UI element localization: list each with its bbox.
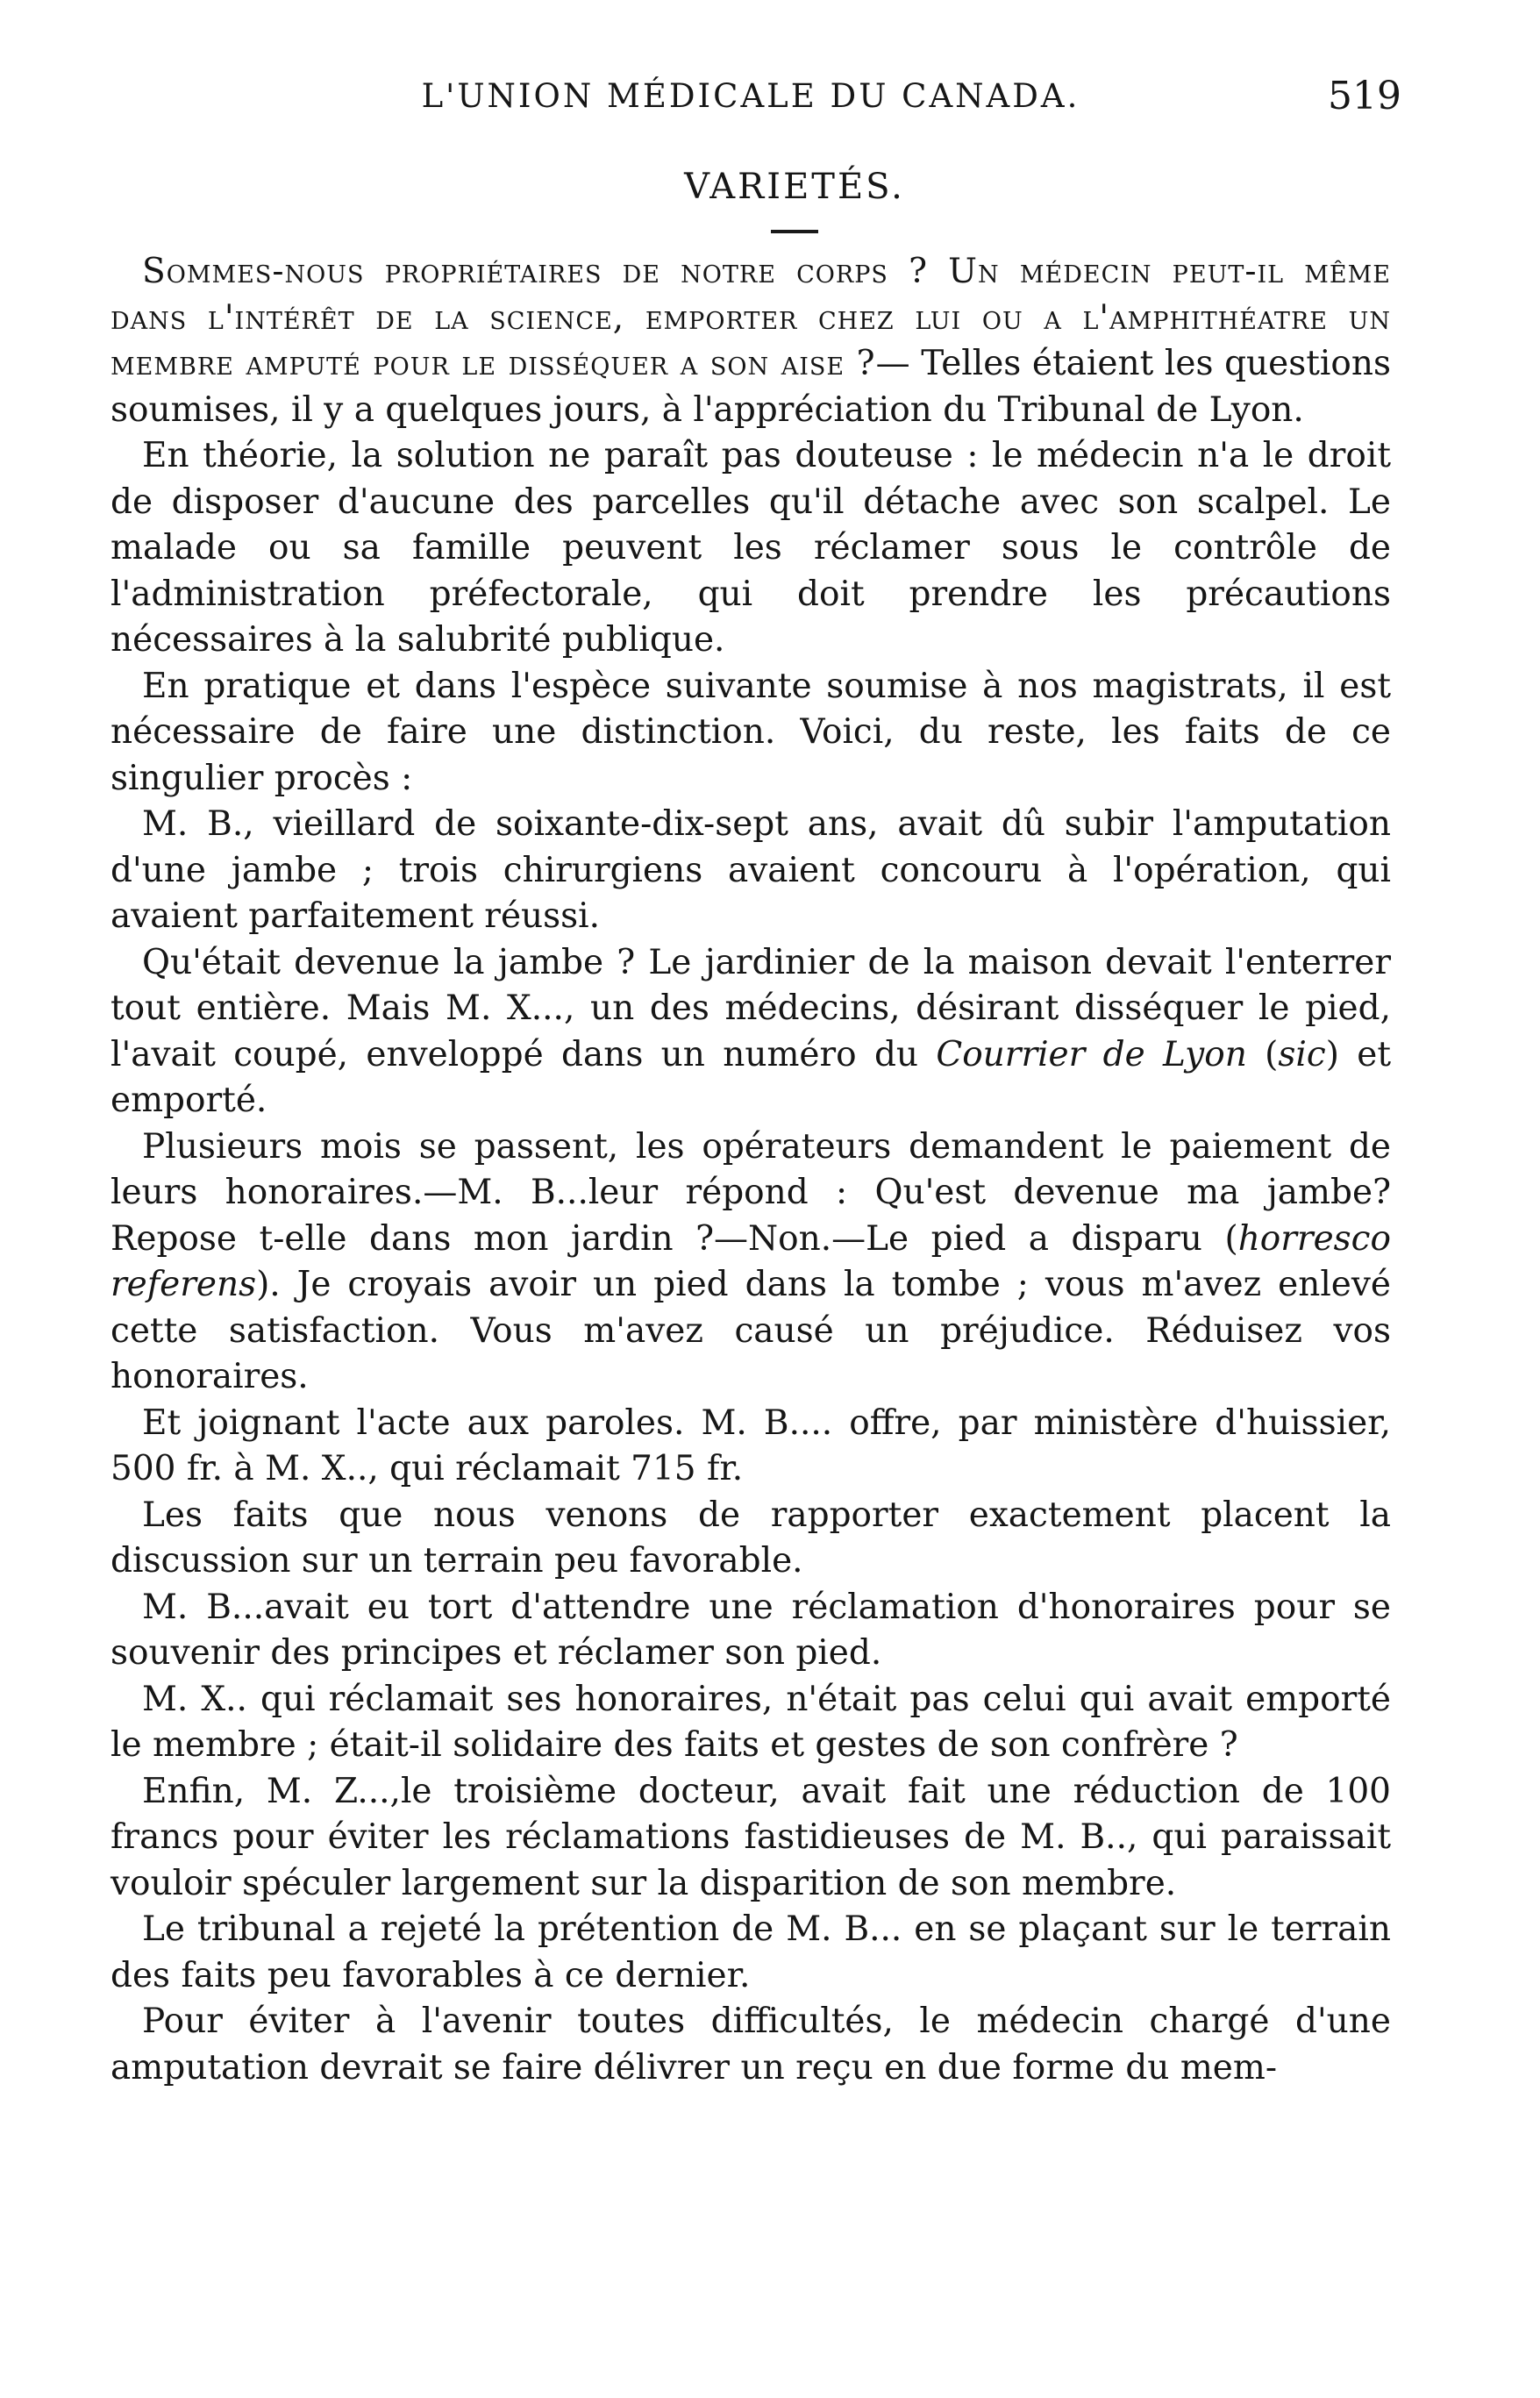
sic-note: sic [1278, 1034, 1326, 1074]
p5-text-a: Qu'était devenue la jambe ? Le jardinier de la maison devait l'enterrer tout entière. Mais M. X..., un des médecins, désirant disséquer le pied, l'avait coupé, enveloppé dans un numéro du [111, 942, 1391, 1074]
section-title: VARIETÉS. [684, 167, 905, 207]
paragraph-2: En théorie, la solution ne paraît pas douteuse : le médecin n'a le droit de disposer d'aucune des parcelles qu'il détache avec son scalpel. Le malade ou sa famille peuvent les réclamer sous le contrôle de l'administration préfectorale, qui doit prendre les précautions nécessaires à la salubrité publique. [111, 436, 1391, 660]
page [111, 74, 1401, 2091]
paragraph-4: M. B., vieillard de soixante-dix-sept ans, avait dû subir l'amputation d'une jambe ; trois chirurgiens avaient concouru à l'opération, qui avaient parfaitement réussi. [111, 804, 1391, 936]
paragraph-6 [111, 1124, 1391, 1401]
paragraph-7: Et joignant l'acte aux paroles. M. B.... offre, par ministère d'huissier, 500 fr. à M. X.., qui réclamait 715 fr. [111, 1402, 1391, 1488]
paragraph-10: M. X.. qui réclamait ses honoraires, n'était pas celui qui avait emporté le membre ; était-il solidaire des faits et gestes de son confrère ? [111, 1679, 1391, 1765]
paragraph-3: En pratique et dans l'espèce suivante soumise à nos magistrats, il est nécessaire de faire une distinction. Voici, du reste, les faits de ce singulier procès : [111, 666, 1391, 798]
page-number: 519 [1328, 74, 1401, 118]
paragraph-9: M. B...avait eu tort d'attendre une réclamation d'honoraires pour se souvenir des principes et réclamer son pied. [111, 1587, 1391, 1673]
paragraph-12: Le tribunal a rejeté la prétention de M. B... en se plaçant sur le terrain des faits peu favorables à ce dernier. [111, 1909, 1391, 1995]
p6-text-b: ). Je croyais avoir un pied dans la tombe ; vous m'avez enlevé cette satisfaction. Vous m'avez causé un préjudice. Réduisez vos honoraires. [111, 1265, 1391, 1396]
paragraph-8: Les faits que nous venons de rapporter exactement placent la discussion sur un terrain peu favorable. [111, 1495, 1391, 1581]
p6-text-a: Plusieurs mois se passent, les opérateurs demandent le paiement de leurs honoraires.—M. B...leur répond : Qu'est devenue ma jambe? Repose t-elle dans mon jardin ?—Non.—Le pied a disparu ( [111, 1126, 1391, 1259]
article-body [111, 249, 1391, 2091]
p5-text-b: ( [1246, 1034, 1279, 1074]
paragraph-11: Enfin, M. Z...,le troisième docteur, avait fait une réduction de 100 francs pour éviter les réclamations fastidieuses de M. B.., qui paraissait vouloir spéculer largement sur la disparition de son membre. [111, 1771, 1391, 1903]
latin-phrase: horresco referens [111, 1218, 1391, 1304]
paragraph-1 [111, 249, 1391, 433]
title-rule [771, 230, 818, 233]
paragraph-13: Pour éviter à l'avenir toutes difficultés, le médecin chargé d'une amputation devrait se faire délivrer un reçu en due forme du mem- [111, 2002, 1391, 2088]
running-head [111, 74, 1401, 139]
newspaper-title: Courrier de Lyon [936, 1034, 1247, 1074]
paragraph-5 [111, 940, 1391, 1124]
running-title: L'UNION MÉDICALE DU CANADA. [421, 77, 1080, 115]
opening-questions: Sommes-nous propriétaires de notre corps ? Un médecin peut-il même dans l'intérêt de la science, emporter chez lui ou a l'amphithéatre un membre amputé pour le disséquer a son aise ? [111, 252, 1391, 383]
paragraph-1-rest: — Telles étaient les questions soumises, il y a quelques jours, à l'appréciation du Tribunal de Lyon. [111, 344, 1392, 430]
p5-text-c: ) et emporté. [111, 1034, 1391, 1120]
